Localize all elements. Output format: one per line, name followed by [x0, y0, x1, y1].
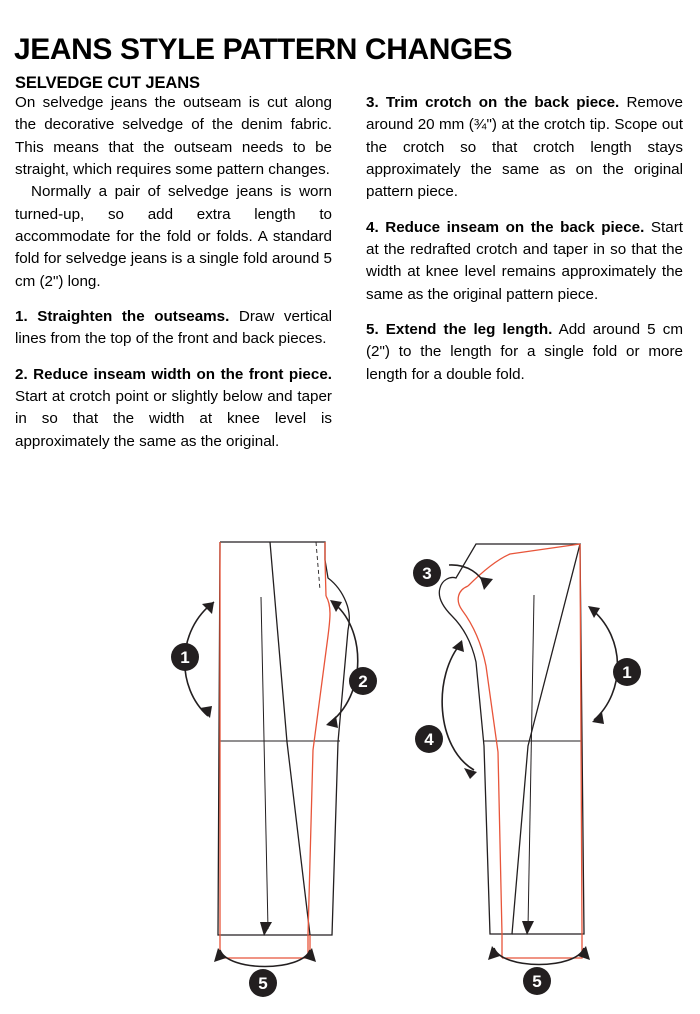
svg-text:1: 1 — [180, 648, 190, 667]
paragraph-step-2 — [15, 364, 332, 453]
jeans-pattern-diagram — [150, 520, 690, 1014]
back-revised-outseam — [502, 544, 582, 958]
svg-text:2: 2 — [358, 672, 368, 691]
back-outseam-line — [512, 544, 584, 934]
svg-text:3: 3 — [422, 564, 432, 583]
badge-back-4 — [415, 725, 443, 753]
step-4-body: Start at the redrafted crotch and taper in so that the width at knee level remains approximately the same as the original pattern piece. — [366, 218, 683, 303]
page-title: JEANS STYLE PATTERN CHANGES — [14, 33, 513, 67]
front-arrow-2-path — [328, 602, 358, 724]
back-arrow-4-path — [442, 642, 474, 770]
badge-front-2 — [349, 667, 377, 695]
front-grainline — [261, 597, 268, 929]
front-arrow-2-head-bottom — [326, 716, 338, 728]
back-arrow-4-head-bottom — [464, 768, 477, 779]
step-1-lead: 1. Straighten the outseams. — [15, 308, 230, 326]
front-original-outline — [220, 542, 349, 935]
back-grainline-arrow — [522, 921, 534, 935]
paragraph-step-4 — [366, 217, 683, 306]
back-revised-inseam — [458, 586, 502, 958]
step-3-body: Remove around 20 mm (¾") at the crotch tip. Scope out the crotch so that crotch length stays approximately the same as on the original pattern piece. — [366, 94, 683, 201]
back-arrow-3-path — [449, 565, 486, 586]
front-arrow-1-head-bottom — [200, 706, 212, 718]
badge-back-3 — [413, 559, 441, 587]
badge-back-1 — [613, 658, 641, 686]
step-1-body: Draw vertical lines from the top of the front and back pieces. — [15, 308, 332, 348]
back-arrow-5-path — [494, 948, 584, 965]
svg-text:1: 1 — [622, 663, 632, 682]
front-grainline-arrow — [260, 922, 272, 936]
right-text-column — [366, 92, 683, 386]
svg-text:4: 4 — [424, 730, 434, 749]
paragraph-step-1 — [15, 306, 332, 351]
front-revised-inseam — [308, 596, 330, 958]
back-arrow-1-path — [590, 608, 618, 720]
step-2-body: Start at crotch point or slightly below and taper in so that the width at knee level is approximately the same as the original. — [15, 388, 332, 450]
svg-text:5: 5 — [258, 974, 268, 993]
badge-front-1 — [171, 643, 199, 671]
back-arrow-3-head — [480, 577, 493, 590]
back-pattern-piece — [413, 544, 641, 995]
paragraph-intro-2: Normally a pair of selvedge jeans is worn turned-up, so add extra length to accommodate for the fold or folds. A standard fold for selvedge jeans is a single fold around 5 cm (2") long. — [15, 183, 332, 290]
step-3-lead: 3. Trim crotch on the back piece. — [366, 94, 620, 111]
step-4-lead: 4. Reduce inseam on the back piece. — [366, 218, 645, 236]
paragraph-intro-1: On selvedge jeans the outseam is cut along the decorative selvedge of the denim fabric. This means that the outseam needs to be straight, which requires some pattern changes. — [15, 94, 332, 179]
front-pattern-piece — [171, 542, 377, 997]
front-revised-outseam — [220, 542, 310, 958]
badge-front-5 — [249, 969, 277, 997]
paragraph-step-3 — [366, 92, 683, 204]
svg-text:5: 5 — [532, 972, 542, 991]
badge-back-5 — [523, 967, 551, 995]
paragraph-step-5 — [366, 319, 683, 386]
back-arrow-1-head-bottom — [592, 712, 604, 724]
left-text-column — [15, 92, 332, 453]
front-revised-top — [325, 542, 326, 596]
back-arrow-4-head-top — [452, 640, 464, 652]
back-grainline — [528, 595, 534, 928]
page-subtitle: SELVEDGE CUT JEANS — [15, 73, 200, 92]
step-2-lead: 2. Reduce inseam width on the front piece. — [15, 365, 332, 383]
back-original-outline — [439, 544, 580, 934]
step-5-body: Add around 5 cm (2") to the length for a single fold or more length for a double fold. — [366, 321, 683, 383]
front-fly-dashed-line — [316, 542, 320, 590]
step-5-lead: 5. Extend the leg length. — [366, 321, 553, 339]
